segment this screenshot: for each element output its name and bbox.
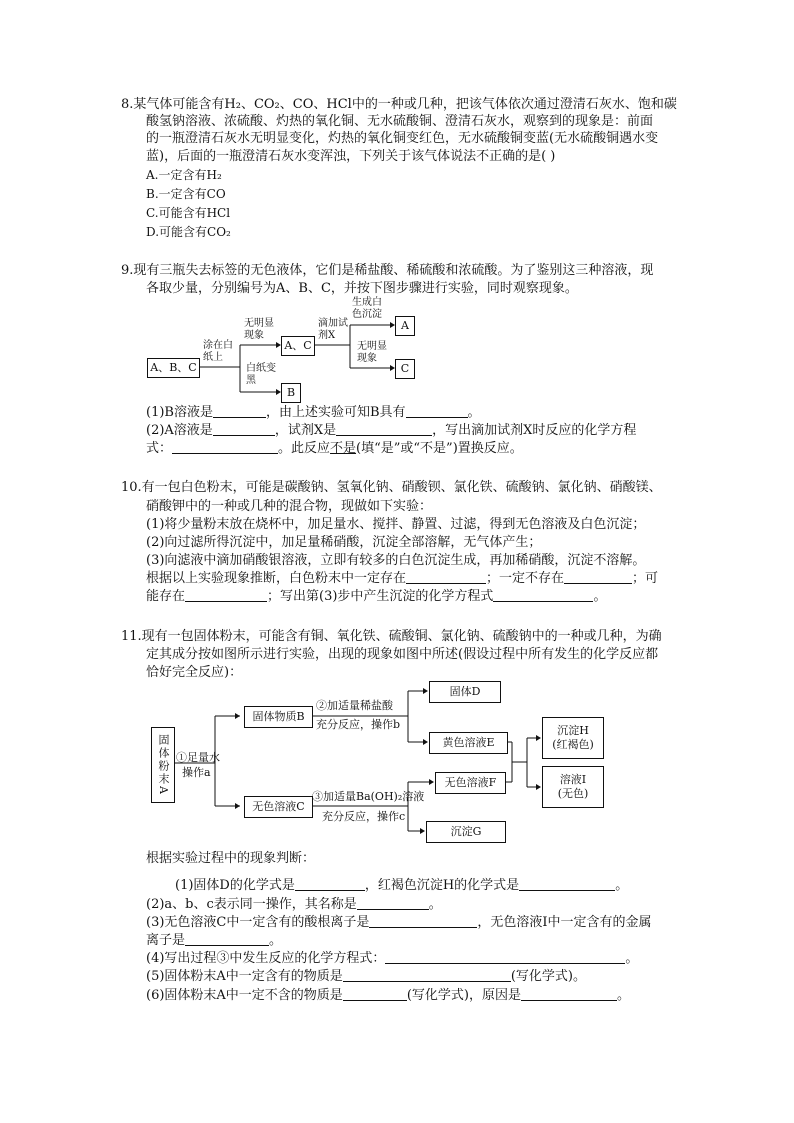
q9-label-no-change-2: 无明显现象 (357, 341, 387, 364)
answer-blank[interactable] (521, 987, 617, 1001)
q11-box-i-note: (无色) (557, 787, 589, 800)
answer-blank[interactable] (343, 968, 511, 982)
q11-box-solid-d: 固体D (429, 681, 501, 703)
q11-sub4: (4)写出过程③中发生反应的化学方程式： 。 (146, 951, 639, 966)
answer-blank[interactable] (357, 896, 429, 910)
answer-blank[interactable] (519, 877, 615, 891)
q8-option-b: B.一定含有CO (146, 187, 226, 201)
q11-box-yellow-solution-e: 黄色溶液E (429, 732, 508, 754)
q11-line3: 恰好完全反应)： (146, 665, 243, 680)
q11-box-solid-b: 固体物质B (244, 706, 313, 728)
q9-box-c: C (395, 359, 415, 379)
answer-blank[interactable] (343, 987, 407, 1001)
q8-line3: 的一瓶澄清石灰水无明显变化，灼热的氧化铜变红色，无水硫酸铜变蓝(无水硫酸铜遇水变 (146, 131, 659, 146)
q10-line1: 10.有一包白色粉末，可能是碳酸钠、氢氧化钠、硝酸钡、氯化铁、硫酸钠、氯化钠、硝酸镁、 (121, 480, 662, 495)
q8-option-a: A.一定含有H₂ (146, 168, 222, 182)
q10-line4: (2)向过滤所得沉淀中，加足量稀硝酸，沉淀全部溶解，无气体产生； (146, 535, 542, 550)
q9-label-white-precipitate: 生成白色沉淀 (352, 297, 382, 320)
q11-box-solid-a: 固体粉末A (151, 727, 175, 803)
q11-sub1: (1)固体D的化学式是 ，红褐色沉淀H的化学式是 。 (175, 878, 629, 893)
q10-line3: (1)将少量粉末放在烧杯中，加足量水、搅拌、静置、过滤，得到无色溶液及白色沉淀； (146, 517, 646, 532)
q11-line1: 11.现有一包固体粉末，可能含有铜、氧化铁、硫酸铜、氯化钠、硫酸钠中的一种或几种，为确 (121, 629, 662, 644)
q9-box-b: B (281, 383, 301, 403)
q8-option-d: D.可能含有CO₂ (146, 225, 231, 239)
q11-sub5: (5)固体粉末A中一定含有的物质是 (写化学式)。 (146, 969, 586, 984)
q11-label-op-c: 充分反应，操作c (322, 810, 406, 823)
q9-label-add-reagent-x: 滴加试剂X (318, 318, 348, 341)
q11-label-op-b: 充分反应，操作b (316, 718, 401, 731)
q9-line1: 9.现有三瓶失去标签的无色液体，它们是稀盐酸、稀硫酸和浓硫酸。为了鉴别这三种溶液，现 (121, 263, 654, 278)
q11-sub2: (2)a、b、c表示同一操作，其名称是 。 (146, 897, 442, 912)
q8-line2: 酸氢钠溶液、浓硫酸、灼热的氧化铜、无水硫酸铜、澄清石灰水，观察到的现象是：前面 (146, 114, 654, 129)
answer-blank[interactable] (385, 950, 625, 964)
q11-intro: 根据实验过程中的现象判断： (146, 851, 316, 866)
q8-line4: 蓝)，后面的一瓶澄清石灰水变浑浊，下列关于该气体说法不正确的是( ) (146, 149, 556, 164)
answer-blank[interactable] (369, 914, 477, 928)
q9-sub2-cont: 式： 。此反应不是(填“是”或“不是”)置换反应。 (146, 441, 523, 456)
q11-box-i-label: 溶液I (559, 773, 587, 786)
q9-label-paper-blackens: 白纸变黑 (246, 363, 276, 386)
q10-line7: 能存在 ；写出第(3)步中产生沉淀的化学方程式 。 (146, 589, 607, 604)
q8-line1: 8.某气体可能含有H₂、CO₂、CO、HCl中的一种或几种，把该气体依次通过澄清石灰水、饱和碳 (121, 97, 677, 112)
q11-box-h-label: 沉淀H (557, 724, 589, 737)
q11-label-step2: ②加适量稀盐酸 (316, 699, 393, 712)
q11-sub3: (3)无色溶液C中一定含有的酸根离子是 ，无色溶液I中一定含有的金属 (146, 915, 652, 930)
q11-label-op-a: 操作a (182, 766, 211, 779)
q9-sub2: (2)A溶液是 ，试剂X是 ，写出滴加试剂X时反应的化学方程 (146, 423, 637, 438)
q9-box-a: A (395, 316, 415, 336)
q11-sub3-cont: 离子是 。 (146, 933, 283, 948)
q10-line5: (3)向滤液中滴加硝酸银溶液，立即有较多的白色沉淀生成，再加稀硝酸，沉淀不溶解。 (146, 553, 646, 568)
q9-label-no-change-1: 无明显现象 (244, 318, 274, 341)
q10-line6: 根据以上实验现象推断，白色粉末中一定存在 ；一定不存在 ；可 (146, 571, 659, 586)
q11-sub6: (6)固体粉末A中一定不含的物质是 (写化学式)，原因是 。 (146, 988, 630, 1003)
q11-box-colorless-solution-f: 无色溶液F (435, 772, 506, 794)
q9-sub1: (1)B溶液是 ，由上述实验可知B具有 。 (146, 405, 481, 420)
q10-line2: 硝酸钾中的一种或几种的混合物，现做如下实验： (146, 499, 433, 514)
q11-label-step1: ①足量水 (176, 751, 220, 764)
answer-blank[interactable] (295, 877, 365, 891)
q9-label-apply-white-paper: 涂在白纸上 (203, 340, 233, 363)
q8-option-c: C.可能含有HCl (146, 206, 231, 220)
q9-line2: 各取少量，分别编号为A、B、C，并按下图步骤进行实验，同时观察现象。 (146, 281, 578, 296)
answer-blank[interactable] (185, 932, 269, 946)
q11-box-colorless-solution-c: 无色溶液C (244, 796, 313, 818)
q11-box-precipitate-h (542, 717, 604, 759)
q11-box-solution-i (542, 766, 604, 808)
q11-line2: 定其成分按如图所示进行实验，出现的现象如图中所述(假设过程中所有发生的化学反应都 (146, 647, 659, 662)
q11-box-h-note: (红褐色) (552, 738, 594, 751)
q9-box-ac: A、C (281, 336, 315, 356)
q11-label-step3: ③加适量Ba(OH)₂溶液 (312, 790, 425, 803)
q9-box-abc: A、B、C (147, 358, 200, 378)
q11-box-precipitate-g: 沉淀G (426, 821, 506, 843)
